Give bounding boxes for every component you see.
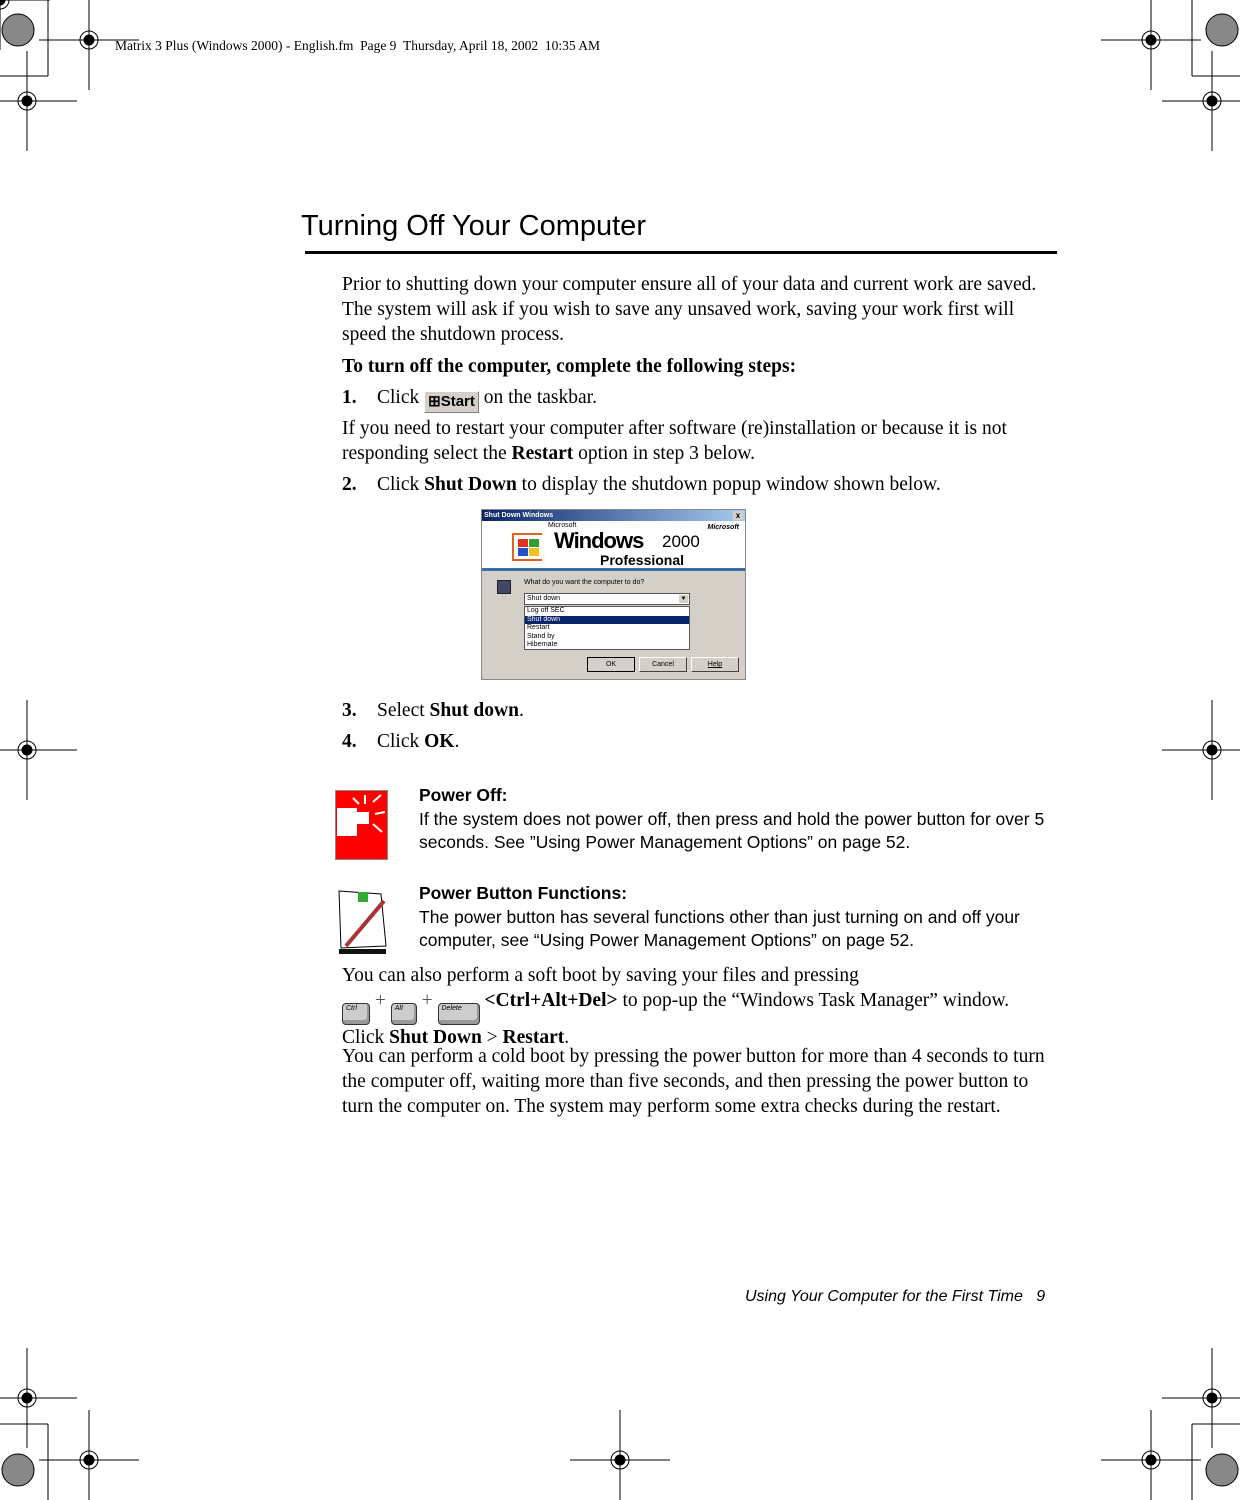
close-icon: x — [733, 511, 743, 520]
page-footer: Using Your Computer for the First Time 9 — [745, 1288, 1046, 1305]
soft-boot-paragraph: You can also perform a soft boot by saving your files and pressing Ctrl + Alt + Delete <Ctrl+Alt+Del> to pop-up the “Windows Task Manager” window. Click Shut Down > Restart. — [342, 965, 1010, 1048]
alt-key-icon: Alt — [391, 1003, 417, 1025]
ok-button: OK — [587, 657, 635, 672]
step-4: 4. Click OK. — [342, 731, 460, 752]
version-text: 2000 — [662, 532, 700, 551]
action-dropdown: Shut down ▼ — [524, 593, 690, 605]
dropdown-options: Log off SEC Shut down Restart Stand by Hibernate — [524, 606, 690, 650]
shutdown-dialog-screenshot — [481, 509, 746, 680]
note-power-button-functions: Power Button Functions: The power button has several functions other than just turning on and off your computer, see “Using Power Management Options” on page 52. — [419, 883, 1020, 950]
cancel-button: Cancel — [639, 657, 687, 672]
page-header: Matrix 3 Plus (Windows 2000) - English.fm Page 9 Thursday, April 18, 2002 10:35 AM — [115, 38, 601, 53]
start-button-image: ⊞Start — [424, 391, 479, 413]
edition-text: Professional — [600, 552, 685, 568]
chevron-down-icon: ▼ — [680, 596, 687, 602]
note-pen-icon — [336, 886, 391, 956]
step-2: 2. Click Shut Down to display the shutdown popup window shown below. — [342, 474, 941, 495]
computer-icon — [497, 580, 511, 594]
restart-note: If you need to restart your computer after software (re)installation or because it is not responding select the Restart option in step 3 below. — [342, 418, 1007, 464]
dialog-question: What do you want the computer to do? — [524, 579, 645, 586]
note-power-off: Power Off: If the system does not power off, then press and hold the power button for over 5 seconds. See ”Using Power Management Options” on page 52. — [419, 785, 1045, 852]
help-button: Help — [691, 657, 739, 672]
delete-key-icon: Delete — [438, 1003, 480, 1025]
page-title: Turning Off Your Computer — [301, 210, 646, 242]
step-3: 3. Select Shut down. — [342, 700, 524, 721]
windows-logo-icon — [512, 533, 542, 561]
steps-heading: To turn off the computer, complete the following steps: — [342, 356, 797, 377]
windows-banner — [482, 521, 745, 571]
intro-paragraph: Prior to shutting down your computer ensure all of your data and current work are saved. The system will ask if you wish to save any unsaved work, saving your work first will speed the shutdown process. — [342, 274, 1037, 345]
power-warning-icon — [335, 790, 388, 860]
step-1: 1. Click ⊞Start on the taskbar. — [342, 385, 1057, 413]
dialog-titlebar: Shut Down Windows x — [482, 510, 745, 521]
cold-boot-paragraph: You can perform a cold boot by pressing the power button for more than 4 seconds to turn the computer off, waiting more than five seconds, and then pressing the power button to turn the computer on. The system may perform some extra checks during the restart. — [342, 1046, 1045, 1117]
brand-small-text: Microsoft — [548, 522, 577, 529]
title-rule — [305, 251, 1057, 254]
ctrl-key-icon: Ctrl — [342, 1003, 370, 1025]
brand-text: Windows — [554, 528, 644, 553]
microsoft-text: Microsoft — [707, 524, 739, 531]
